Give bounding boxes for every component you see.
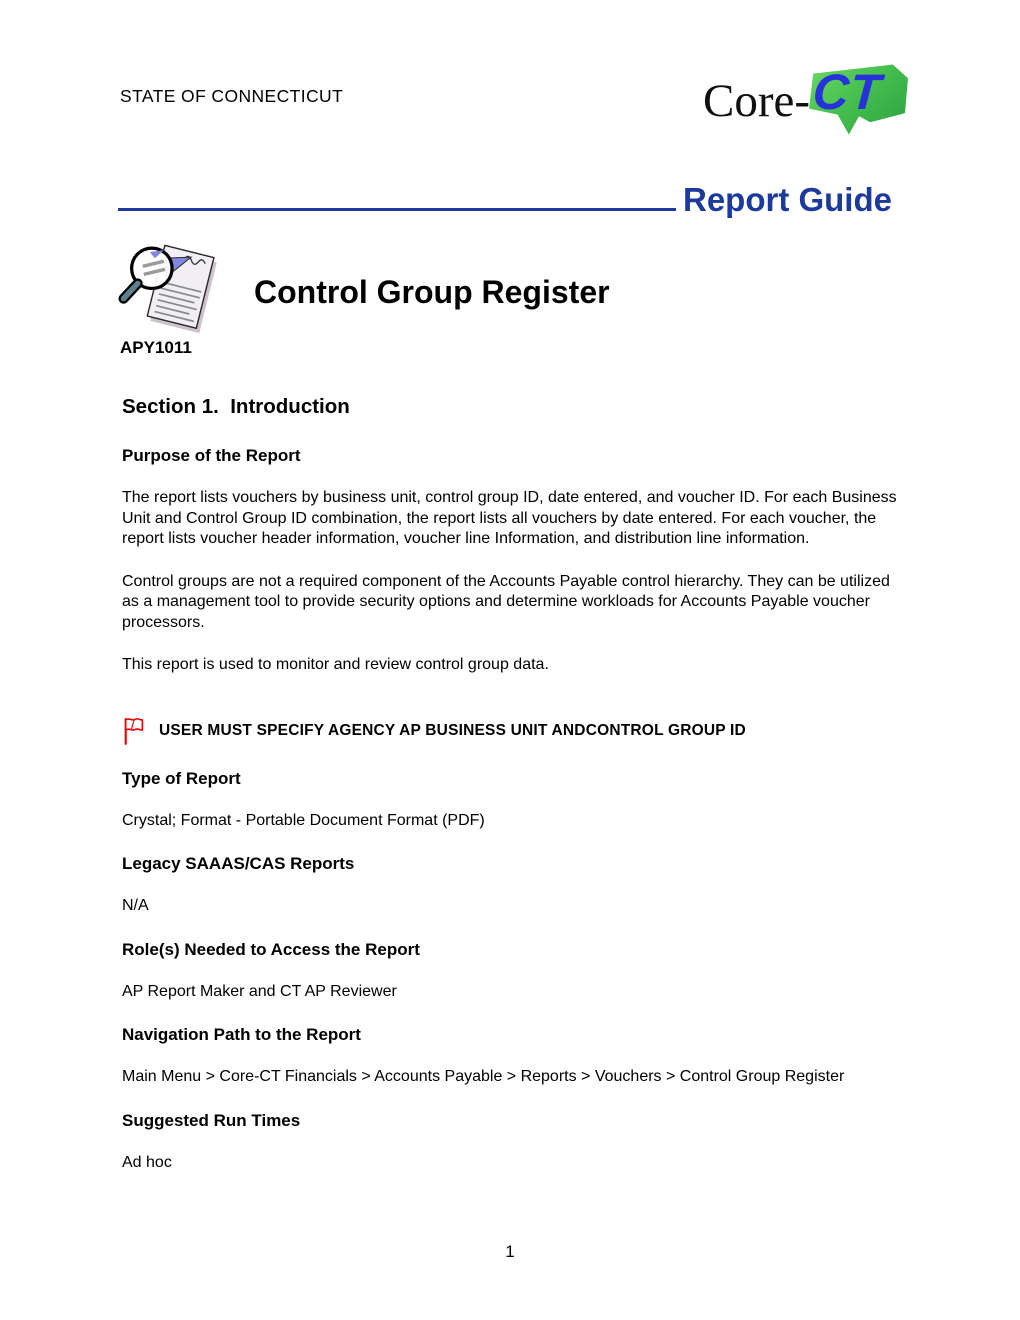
block-heading-type-of-report: Type of Report	[122, 768, 241, 788]
page-content	[122, 446, 910, 1173]
purpose-paragraph: The report lists vouchers by business unit, control group ID, date entered, and voucher ID. For each Business Unit and Control Group ID combination, the report lists all vouchers by date entered. For each voucher, the report lists voucher header information, voucher line Information, and distribution line information.	[122, 489, 897, 547]
block-heading-legacy-reports: Legacy SAAAS/CAS Reports	[122, 854, 355, 873]
purpose-paragraph: Control groups are not a required component of the Accounts Payable control hierarchy. They can be utilized as a management tool to provide security options and determine workloads for Accounts Payable voucher processors.	[122, 572, 890, 631]
page-header	[120, 60, 908, 148]
block-body-roles: AP Report Maker and CT AP Reviewer	[122, 982, 397, 1000]
logo-core-text: Core-	[702, 74, 810, 127]
report-code: APY1011	[120, 338, 192, 357]
purpose-paragraph: This report is used to monitor and review control group data.	[122, 656, 549, 673]
title-row	[116, 238, 610, 334]
block-body-type-of-report: Crystal; Format - Portable Document Format (PDF)	[122, 811, 485, 829]
note-text: USER MUST SPECIFY AGENCY AP BUSINESS UNIT ANDCONTROL GROUP ID	[159, 721, 746, 739]
block-heading-run-times: Suggested Run Times	[122, 1110, 301, 1130]
block-body-run-times: Ad hoc	[122, 1153, 172, 1171]
page-number: 1	[505, 1242, 515, 1261]
report-guide-banner	[118, 183, 892, 216]
block-heading-navigation-path: Navigation Path to the Report	[122, 1025, 361, 1044]
banner-underline	[118, 208, 676, 211]
red-flag-icon	[122, 716, 146, 746]
logo-ct-text: CT	[811, 64, 884, 120]
block-heading-roles: Role(s) Needed to Access the Report	[122, 939, 420, 959]
block-body-legacy-reports: N/A	[122, 897, 149, 914]
purpose-heading: Purpose of the Report	[122, 446, 301, 465]
connecticut-state-shape	[806, 63, 908, 139]
document-title: Control Group Register	[254, 274, 610, 310]
banner-title: Report Guide	[682, 181, 892, 218]
requirement-note	[122, 716, 910, 746]
core-ct-logo	[703, 60, 908, 142]
section-heading: Section 1. Introduction	[122, 395, 350, 418]
magnifier-document-icon	[116, 238, 218, 334]
block-body-navigation-path: Main Menu > Core-CT Financials > Accounts Payable > Reports > Vouchers > Control Group Register	[122, 1068, 845, 1085]
org-name: STATE OF CONNECTICUT	[120, 86, 344, 106]
